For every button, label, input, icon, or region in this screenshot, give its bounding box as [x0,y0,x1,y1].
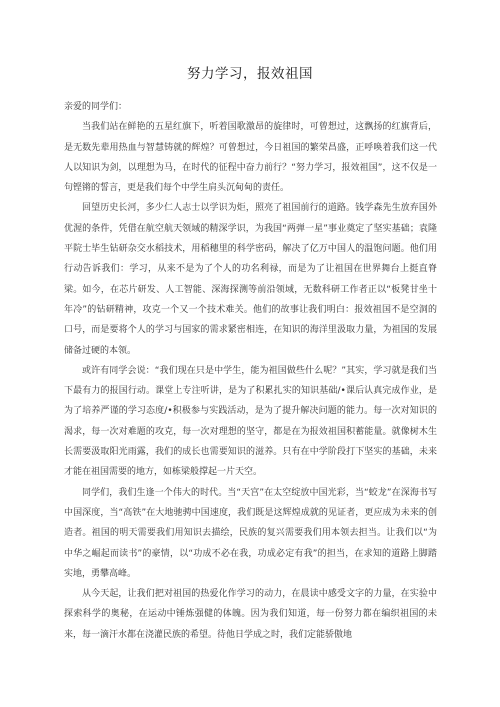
paragraph-2: 回望历史长河，多少仁人志士以学识为炬，照亮了祖国前行的道路。钱学森先生放弃国外优渥的条件，凭借在航空航天领域的精深学识，为我国“两弹一星”事业奠定了坚实基础；袁隆平院士毕生钻研杂交水稻技术，用稻穗里的科学密码，解决了亿万中国人的温饱问题。他们用行动告诉我们：学习，从来不是为了个人的功名利禄，而是为了让祖国在世界舞台上挺直脊梁。如今，在芯片研发、人工智能、深海探测等前沿领域，无数科研工作者正以“板凳甘坐十年冷”的钻研精神，攻克一个又一个技术难关。他们的故事让我们明白：报效祖国不是空洞的口号，而是要将个人的学习与国家的需求紧密相连，在知识的海洋里汲取力量，为祖国的发展储备过硬的本领。 [64,203,437,356]
paragraph-1: 当我们站在鲜艳的五星红旗下，听着国歌激昂的旋律时，可曾想过，这飘扬的红旗背后，是无数先辈用热血与智慧铸就的辉煌？可曾想过，今日祖国的繁荣昌盛，正呼唤着我们这一代人以知识为剑，以理想为马，在时代的征程中奋力前行？“努力学习，报效祖国”，这不仅是一句铿锵的誓言，更是我们每个中学生肩头沉甸甸的责任。 [64,122,437,194]
document-body [64,97,437,645]
salutation: 亲爱的同学们： [64,102,128,112]
document-title: 努力学习，报效祖国 [187,66,313,82]
paragraph-3: 或许有同学会说：“我们现在只是中学生，能为祖国做些什么呢？”其实，学习就是我们当下最有力的报国行动。课堂上专注听讲，是为了积累扎实的知识基础/•课后认真完成作业，是为了培养严谨的学习态度/•积极参与实践活动，是为了提升解决问题的能力。每一次对知识的渴求，每一次对难题的攻克，每一次对理想的坚守，都是在为报效祖国积蓄能量。就像树木生长需要汲取阳光雨露，我们的成长也需要知识的滋养。只有在中学阶段打下坚实的基础，未来才能在祖国需要的地方，如栋梁般撑起一片天空。 [64,365,437,478]
paragraph-4: 同学们，我们生逢一个伟大的时代。当“天宫”在太空绽放中国光彩，当“蛟龙”在深海书写中国深度，当“高铁”在大地驰骋中国速度，我们既是这辉煌成就的见证者，更应成为未来的创造者。祖国的明天需要我们用知识去描绘，民族的复兴需要我们用本领去担当。让我们以“为中华之崛起而读书”的豪情，以“功成不必在我，功成必定有我”的担当，在求知的道路上脚踏实地，勇攀高峰。 [64,487,437,579]
paragraph-5: 从今天起，让我们把对祖国的热爱化作学习的动力，在晨读中感受文字的力量，在实验中探索科学的奥秘，在运动中锤炼强健的体魄。因为我们知道，每一份努力都在编织祖国的未来，每一滴汗水都在浇灌民族的希望。待他日学成之时，我们定能骄傲地 [64,589,437,640]
